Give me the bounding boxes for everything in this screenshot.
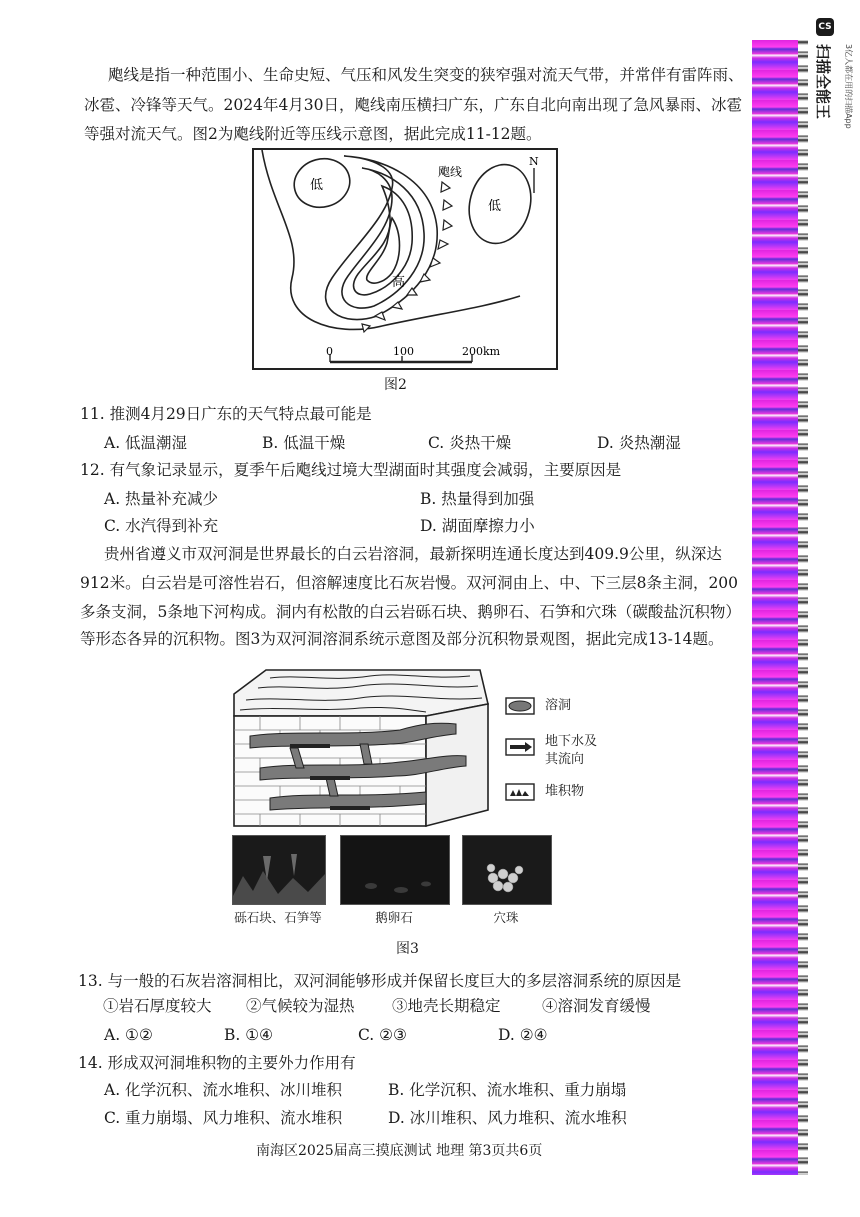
scanner-brand-tagline: 3亿人都在用的扫描App xyxy=(844,44,853,129)
intro2-line1: 贵州省遵义市双河洞是世界最长的白云岩溶洞，最新探明连通长度达到409.9公里，纵深达 xyxy=(104,545,722,563)
q11-option-b: B. 低温干燥 xyxy=(262,434,346,452)
photo-pebbles xyxy=(340,835,450,905)
north-label: N xyxy=(529,155,539,168)
high-label: 高 xyxy=(392,275,406,290)
figure-3-cave-diagram xyxy=(230,664,492,830)
photo3-caption: 穴珠 xyxy=(493,910,519,925)
legend-deposit-icon xyxy=(505,783,535,801)
scale-0: 0 xyxy=(326,345,333,358)
scan-artifact-strip xyxy=(752,40,798,1175)
scan-artifact-edge xyxy=(798,40,808,1175)
q14-option-a: A. 化学沉积、流水堆积、冰川堆积 xyxy=(104,1081,343,1099)
intro2-line4: 等形态各异的沉积物。图3为双河洞溶洞系统示意图及部分沉积物景观图，据此完成13-14题。 xyxy=(80,630,724,648)
legend-groundwater-label-1: 地下水及 xyxy=(545,734,598,749)
q11-option-a: A. 低温潮湿 xyxy=(104,434,188,452)
scanner-logo-icon: CS xyxy=(816,18,834,36)
photo-gravel-stalagmite xyxy=(232,835,326,905)
q12-option-a: A. 热量补充减少 xyxy=(104,490,219,508)
q13-option-b: B. ①④ xyxy=(224,1026,274,1044)
low-left-label: 低 xyxy=(310,178,324,193)
low-right-label: 低 xyxy=(488,199,502,214)
figure-2-isobar-map xyxy=(252,148,558,370)
photo1-caption: 砾石块、石笋等 xyxy=(234,910,322,925)
photo2-caption: 鹅卵石 xyxy=(375,910,413,925)
q14-option-b: B. 化学沉积、流水堆积、重力崩塌 xyxy=(388,1081,627,1099)
scanner-brand-name: 扫描全能王 xyxy=(814,44,832,120)
legend-groundwater-icon xyxy=(505,738,535,756)
q13-statement-4: ④溶洞发育缓慢 xyxy=(542,997,651,1015)
q12-stem: 12. 有气象记录显示，夏季午后飑线过境大型湖面时其强度会减弱，主要原因是 xyxy=(80,461,622,479)
squall-line-label: 飑线 xyxy=(438,165,463,179)
q13-stem: 13. 与一般的石灰岩溶洞相比，双河洞能够形成并保留长度巨大的多层溶洞系统的原因是 xyxy=(78,972,682,990)
q13-statement-2: ②气候较为湿热 xyxy=(246,997,355,1015)
figure-3-caption: 图3 xyxy=(396,941,419,957)
legend-groundwater-label-2: 其流向 xyxy=(545,752,585,767)
q12-option-d: D. 湖面摩擦力小 xyxy=(420,517,535,535)
legend-deposit-label: 堆积物 xyxy=(545,784,585,799)
intro2-line3: 多条支洞，5条地下河构成。洞内有松散的白云岩砾石块、鹅卵石、石笋和穴珠（碳酸盐沉积物） xyxy=(80,603,741,621)
q11-option-d: D. 炎热潮湿 xyxy=(597,434,681,452)
intro1-line3: 等强对流天气。图2为飑线附近等压线示意图，据此完成11-12题。 xyxy=(84,125,542,143)
legend-cave-label: 溶洞 xyxy=(545,698,572,713)
q13-statement-1: ①岩石厚度较大 xyxy=(103,997,212,1015)
scale-100: 100 xyxy=(393,345,414,358)
q11-option-c: C. 炎热干燥 xyxy=(428,434,512,452)
intro1-line2: 冰雹、冷锋等天气。2024年4月30日，飑线南压横扫广东，广东自北向南出现了急风暴雨、冰雹 xyxy=(84,96,743,114)
legend-cave-icon xyxy=(505,697,535,715)
scale-200: 200km xyxy=(462,345,501,358)
q14-option-c: C. 重力崩塌、风力堆积、流水堆积 xyxy=(104,1109,343,1127)
q14-stem: 14. 形成双河洞堆积物的主要外力作用有 xyxy=(78,1054,356,1072)
q12-option-b: B. 热量得到加强 xyxy=(420,490,535,508)
q12-option-c: C. 水汽得到补充 xyxy=(104,517,219,535)
q14-option-d: D. 冰川堆积、风力堆积、流水堆积 xyxy=(388,1109,627,1127)
scanner-watermark xyxy=(812,18,853,129)
q13-statement-3: ③地壳长期稳定 xyxy=(392,997,501,1015)
q13-option-c: C. ②③ xyxy=(358,1026,407,1044)
photo-cave-pearls xyxy=(462,835,552,905)
q13-option-d: D. ②④ xyxy=(498,1026,548,1044)
q13-option-a: A. ①② xyxy=(104,1026,153,1044)
intro2-line2: 912米。白云岩是可溶性岩石，但溶解速度比石灰岩慢。双河洞由上、中、下三层8条主洞，200 xyxy=(80,574,739,592)
page-footer: 南海区2025届高三摸底测试 地理 第3页共6页 xyxy=(256,1143,543,1159)
figure-2-caption: 图2 xyxy=(384,377,407,393)
intro1-line1: 飑线是指一种范围小、生命史短、气压和风发生突变的狭窄强对流天气带，并常伴有雷阵雨、 xyxy=(108,66,744,84)
q11-stem: 11. 推测4月29日广东的天气特点最可能是 xyxy=(80,405,372,423)
